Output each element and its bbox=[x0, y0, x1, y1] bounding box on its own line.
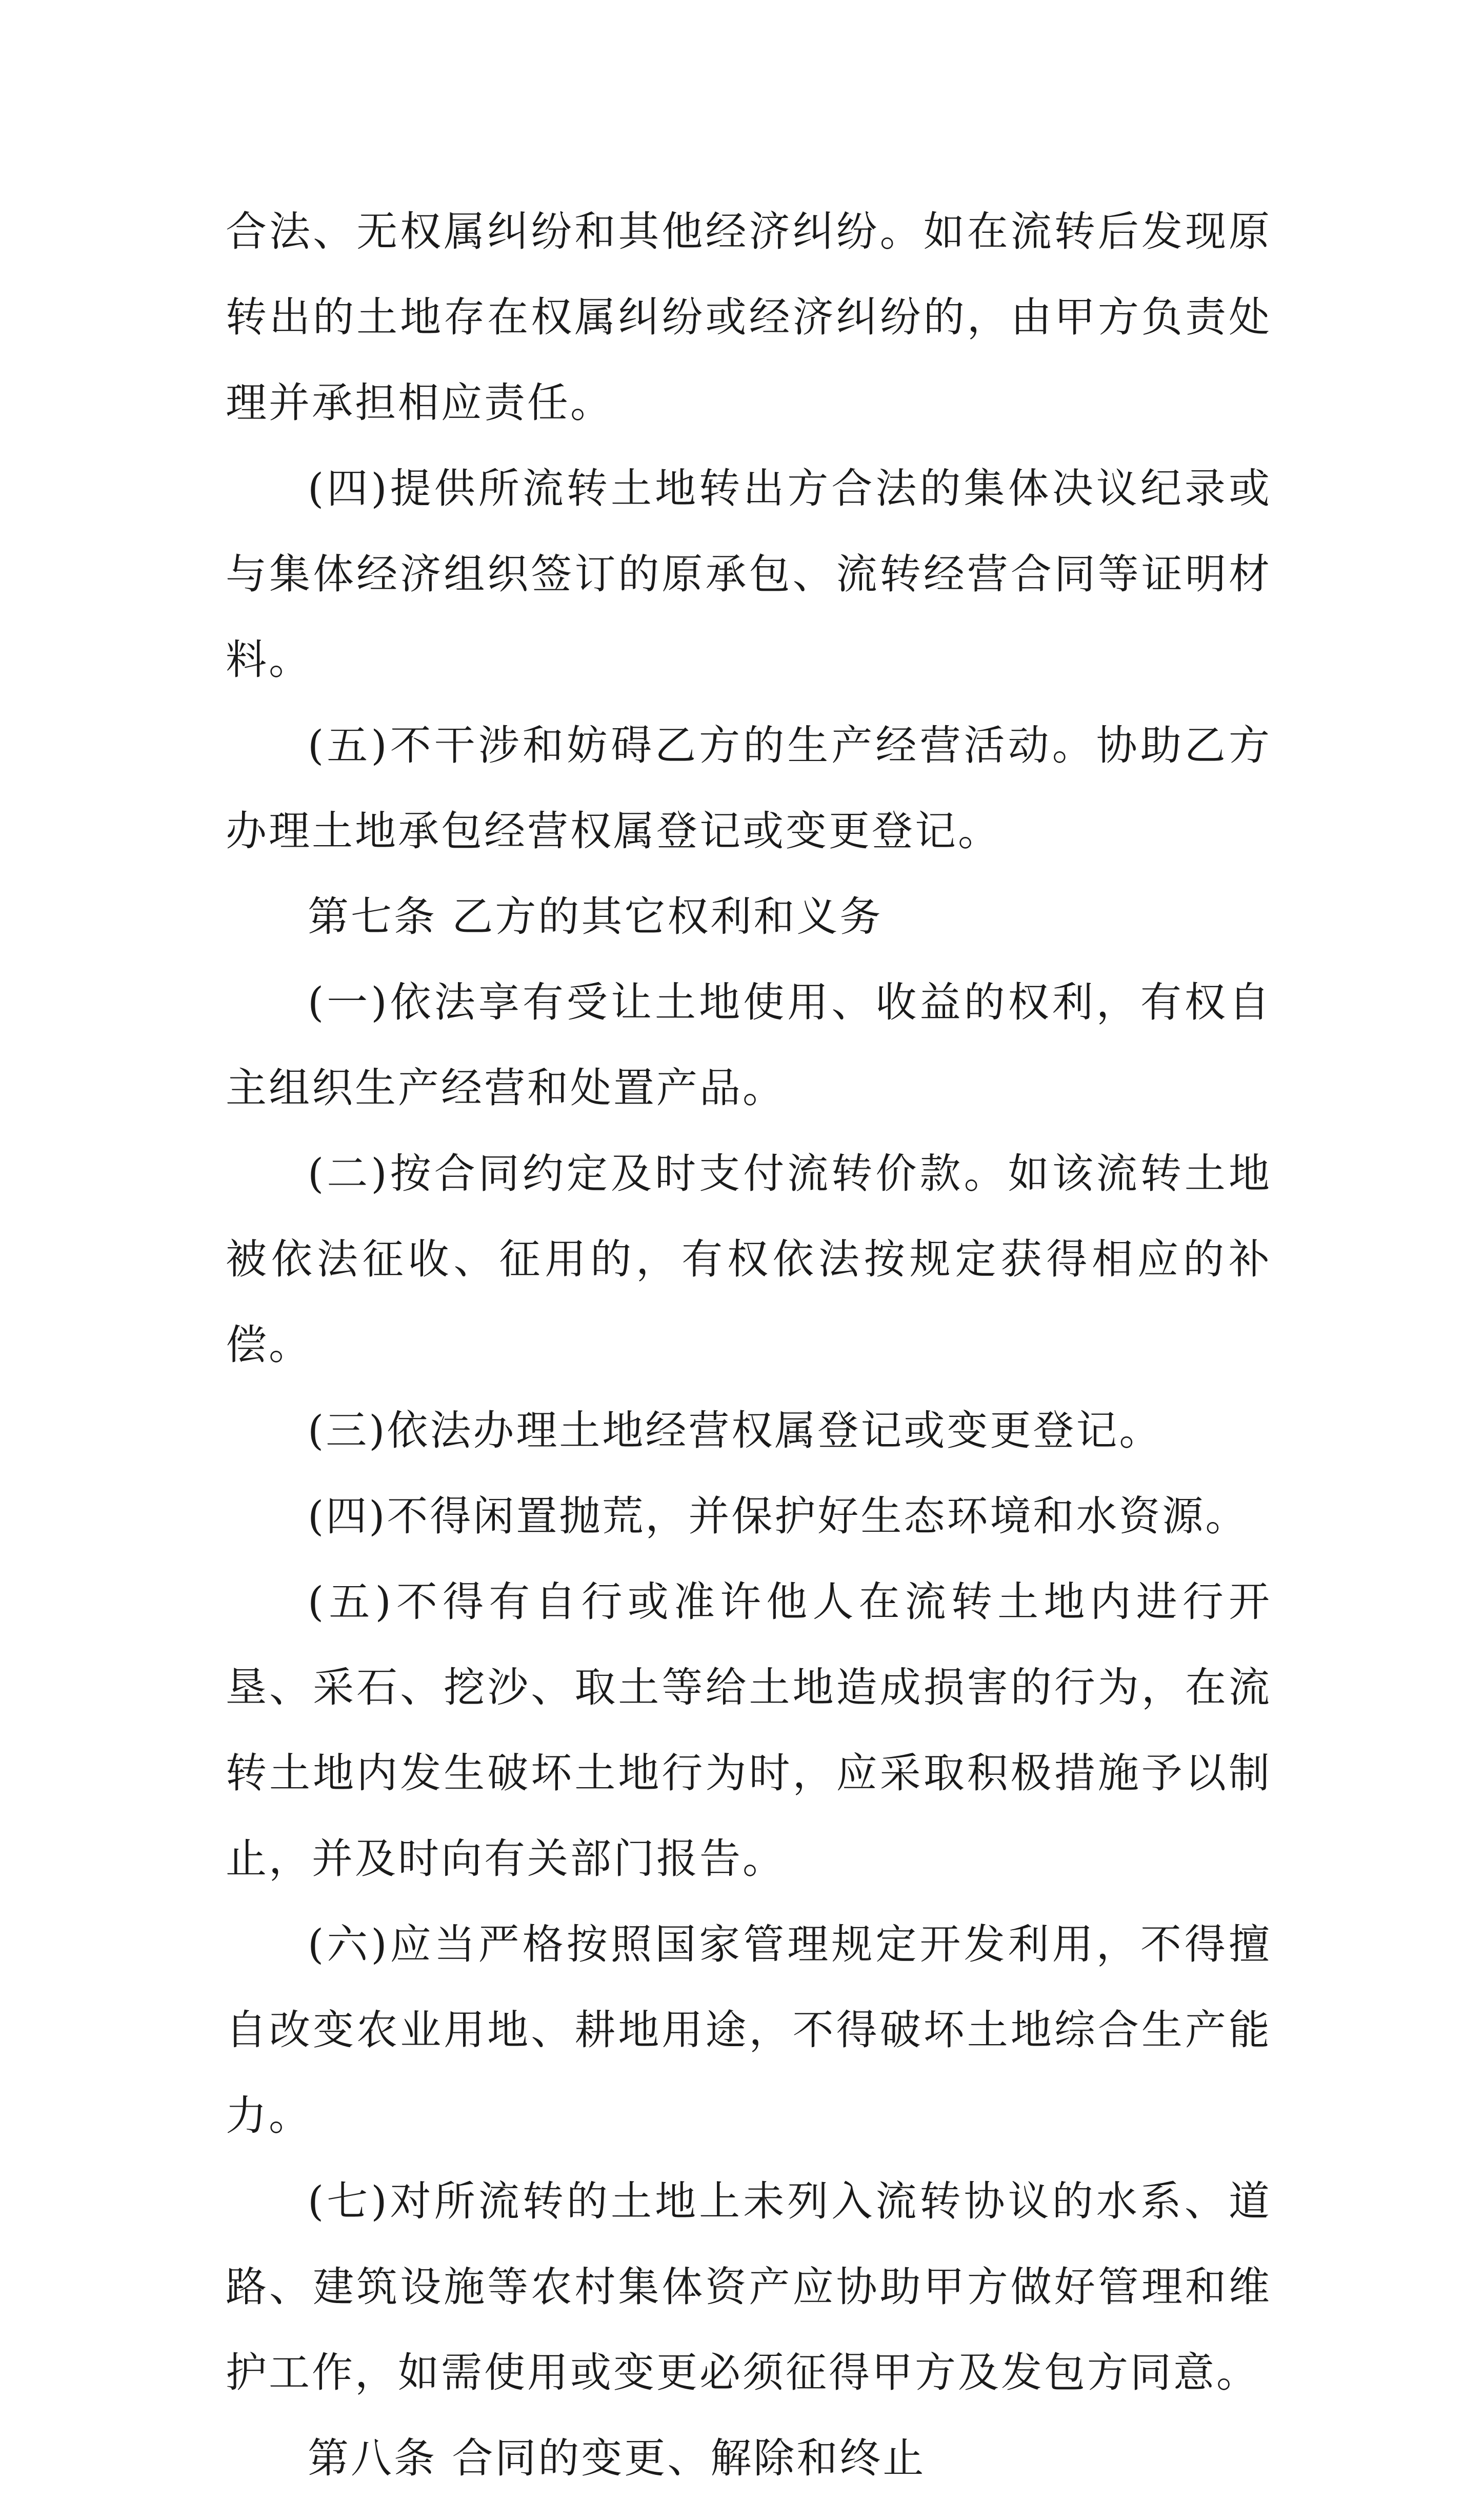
paragraph-clause-7-7: (七)对所流转的土地上未列入流转协议的水系、道路、建筑设施等农村集体资产应协助甲方做好管理和维护工作，如需使用或变更必须征得甲方及发包方同意。 bbox=[226, 2177, 1272, 2396]
article-7-heading: 第七条 乙方的其它权利和义务 bbox=[308, 893, 883, 941]
paragraph-clause-7-3: (三)依法办理土地经营权属登记或变更登记。 bbox=[308, 1407, 1162, 1454]
paragraph-clause-6-4: (四)提供所流转土地转出方合法的集体决议纪录或与集体经济组织签订的原承包、流转经营合同等证明材料。 bbox=[226, 465, 1272, 684]
paragraph-clause-7-6: (六)应当严格按照国家管理规定开发利用，不得擅自改变农业用地、耕地用途，不得破坏土地综合生产能力。 bbox=[226, 1920, 1272, 2139]
paragraph-clause-7-4: (四)不得闲置抛荒，并保护好生态环境和水资源。 bbox=[308, 1492, 1249, 1540]
paragraph-clause-7-2: (二)按合同约定及时支付流转价款。如该流转土地被依法征收、征用的，有权依法按规定获得相应的补偿。 bbox=[226, 1150, 1272, 1369]
paragraph-clause-7-1: (一)依法享有受让土地使用、收益的权利，有权自主组织生产经营和处置产品。 bbox=[226, 978, 1272, 1112]
paragraph-clause-7-5: (五)不得有自行或准许他人在流转土地内进行开垦、采石、挖沙、取土等给土地造成损害的行为，在流转土地内发生破坏土地行为时，应采取积极措施予以制止，并及时向有关部门报告。 bbox=[226, 1578, 1272, 1883]
paragraph-clause-6-5: (五)不干涉和妨碍乙方的生产经营活动。协助乙方办理土地承包经营权属登记或变更登记。 bbox=[226, 722, 1272, 855]
document-body bbox=[226, 189, 1272, 2501]
paragraph-continuation: 合法、无权属纠纷和其他经济纠纷。如在流转后发现原转出的土地存在权属纠纷或经济纠纷的，由甲方负责处理并承担相应责任。 bbox=[226, 208, 1272, 427]
article-8-heading: 第八条 合同的变更、解除和终止 bbox=[308, 2434, 926, 2482]
